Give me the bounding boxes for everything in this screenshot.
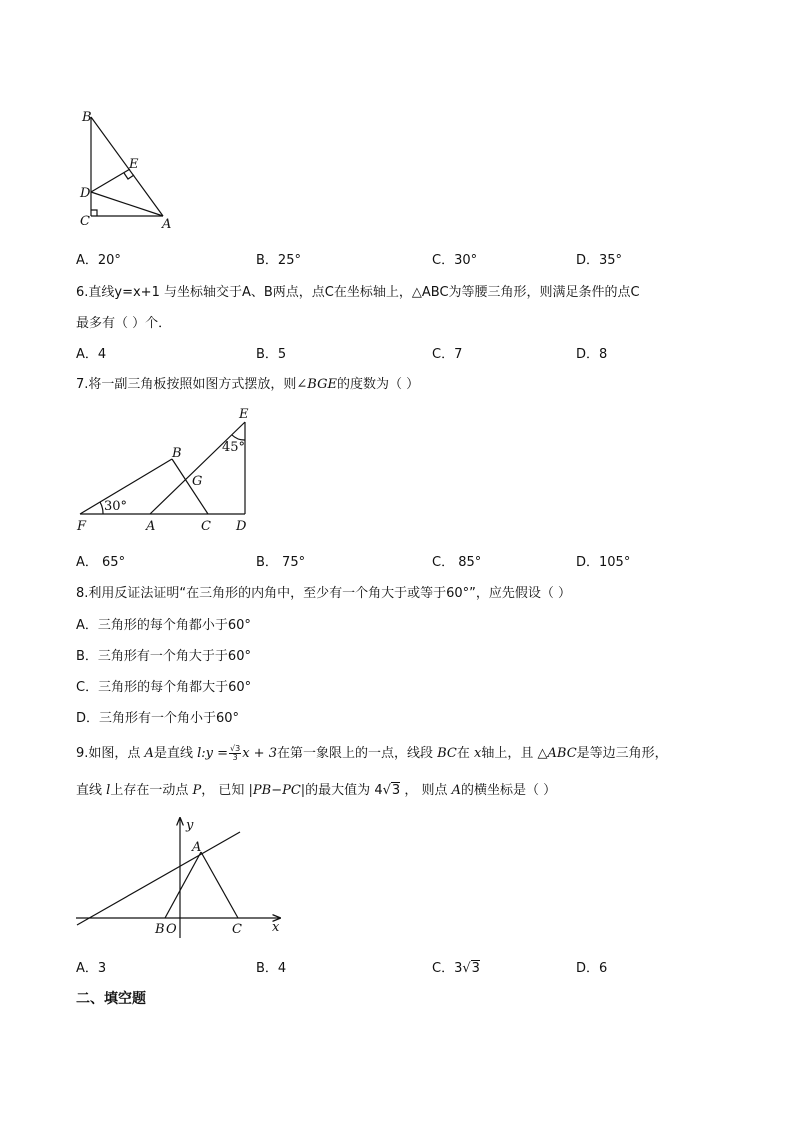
segment-ac	[201, 852, 238, 918]
q9-text: 9.如图，点	[76, 746, 141, 761]
segment-da	[91, 192, 163, 216]
q8-stem: 8.利用反证法证明“在三角形的内角中，至少有一个角大于或等于60°”，应先假设（ ）	[76, 586, 572, 601]
q9-text: 在第一象限上的一点，线段	[276, 746, 433, 761]
q9-line-equation-rest: x + 3	[242, 746, 277, 761]
q9-text: ， 已知	[201, 783, 245, 798]
label-d: D	[236, 519, 247, 534]
q9-text: ， 则点	[404, 783, 448, 798]
q8-option-d[interactable]: D．三角形有一个角小于60°	[76, 711, 240, 726]
q9-segment-bc: BC	[437, 746, 457, 761]
q9-stem-line1	[76, 742, 668, 762]
q6-option-a[interactable]: A．4	[76, 347, 107, 362]
label-f: F	[77, 519, 87, 534]
q7-option-d[interactable]: D．105°	[576, 555, 631, 570]
q9-figure	[72, 812, 288, 942]
label-c: C	[201, 519, 211, 534]
segment-de	[91, 169, 130, 192]
q7-stem	[76, 373, 419, 392]
label-y: y	[186, 818, 194, 833]
q9-stem-line2: 直线 l上存在一动点 P， 已知 |PB−PC|的最大值为 4√3 ， 则点 A的横坐标是（ ）	[76, 783, 557, 798]
q9-option-c-prefix: C．3	[432, 961, 463, 976]
q7-option-b[interactable]: B． 75°	[256, 555, 306, 570]
q8-option-a[interactable]: A．三角形的每个角都小于60°	[76, 618, 251, 633]
q5-option-d[interactable]: D．35°	[576, 253, 623, 268]
q9-fraction	[229, 745, 241, 762]
q6-stem-line1: 6.直线y=x+1 与坐标轴交于A、B两点，点C在坐标轴上，△ABC为等腰三角形，则满足条件的点C	[76, 285, 640, 300]
q5-option-a[interactable]: A．20°	[76, 253, 121, 268]
q6-option-c[interactable]: C．7	[432, 347, 463, 362]
q9-line-equation: l:y =	[197, 746, 229, 761]
q7-option-a[interactable]: A． 65°	[76, 555, 126, 570]
q5-figure	[76, 106, 186, 232]
label-c: C	[80, 214, 90, 229]
segment-ba	[165, 852, 201, 918]
arc-30	[100, 502, 103, 514]
label-a: A	[162, 217, 172, 232]
q6-option-b[interactable]: B．5	[256, 347, 287, 362]
q9-option-a[interactable]: A．3	[76, 961, 107, 976]
label-e: E	[239, 407, 249, 422]
label-a: A	[146, 519, 156, 534]
label-g: G	[192, 474, 203, 489]
q9-point-a: A	[144, 746, 154, 761]
label-b: B	[82, 110, 92, 125]
q7-stem-suffix: 的度数为（ ）	[336, 377, 420, 392]
q9-option-d[interactable]: D．6	[576, 961, 608, 976]
label-o: O	[166, 922, 177, 937]
q9-axis-x: x	[474, 746, 482, 761]
q7-option-c[interactable]: C． 85°	[432, 555, 482, 570]
q9-text: 的横坐标是（ ）	[461, 783, 557, 798]
q9-fraction-numerator: √3	[230, 744, 241, 753]
q7-angle-bge: ∠BGE	[296, 377, 337, 392]
label-c: C	[232, 922, 242, 937]
q9-abs-expression: |PB−PC|	[248, 783, 306, 798]
q9-max-coef: 4	[374, 783, 383, 798]
q9-point-a: A	[451, 783, 461, 798]
segment-bc	[172, 459, 208, 514]
q8-option-c[interactable]: C．三角形的每个角都大于60°	[76, 680, 252, 695]
q9-text: 直线	[76, 783, 103, 798]
q9-text: 的最大值为	[305, 783, 371, 798]
label-e: E	[129, 157, 139, 172]
label-b: B	[155, 922, 165, 937]
q9-fraction-denominator: 3	[232, 753, 238, 762]
q9-triangle-abc: △ABC	[537, 746, 577, 761]
q9-point-p: P	[192, 783, 202, 798]
q9-line-l: l	[106, 783, 111, 798]
label-x: x	[272, 920, 280, 935]
q9-option-b[interactable]: B．4	[256, 961, 287, 976]
label-d: D	[80, 186, 91, 201]
section-heading: 二、填空题	[76, 991, 146, 1007]
q9-text: 在	[456, 746, 470, 761]
segment-ba	[91, 117, 163, 216]
q5-option-c[interactable]: C．30°	[432, 253, 478, 268]
q6-stem-line2: 最多有（ ）个．	[76, 316, 172, 331]
segment-ae	[150, 422, 245, 514]
q9-option-c-radicand: 3	[471, 961, 480, 976]
label-b: B	[172, 446, 182, 461]
q5-option-b[interactable]: B．25°	[256, 253, 301, 268]
q9-option-c[interactable]: C．3√3	[432, 961, 480, 976]
label-angle-45: 45°	[222, 440, 246, 455]
label-angle-30: 30°	[104, 499, 128, 514]
label-a: A	[192, 840, 202, 855]
q9-text: 轴上，且	[481, 746, 534, 761]
q6-option-d[interactable]: D．8	[576, 347, 608, 362]
right-angle-c	[91, 210, 97, 216]
q7-stem-prefix: 7.将一副三角板按照如图方式摆放，则	[76, 377, 297, 392]
q7-figure	[72, 402, 262, 538]
q8-option-b[interactable]: B．三角形有一个角大于于60°	[76, 649, 251, 664]
q9-max-radicand: 3	[391, 783, 401, 798]
q9-text: 是等边三角形，	[576, 746, 668, 761]
q9-text: 上存在一动点	[110, 783, 189, 798]
q9-text: 是直线	[153, 746, 193, 761]
